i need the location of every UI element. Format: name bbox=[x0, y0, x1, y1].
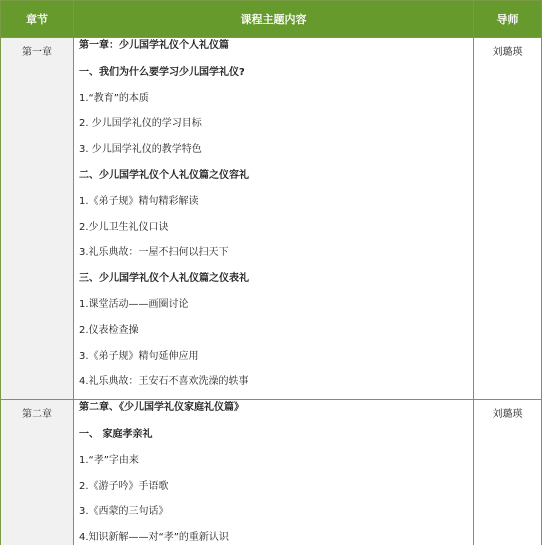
content-item: 1.课堂活动——画圈讨论 bbox=[79, 298, 189, 310]
content-item: 2.仪表检查操 bbox=[79, 324, 139, 336]
header-chapter: 章节 bbox=[1, 1, 74, 38]
content-heading: 二、少儿国学礼仪个人礼仪篇之仪容礼 bbox=[79, 169, 249, 181]
content-item: 3.《弟子规》精句延伸应用 bbox=[79, 350, 199, 362]
content-heading: 一、 家庭孝亲礼 bbox=[79, 428, 153, 440]
content-item: 2.《游子吟》手语歌 bbox=[79, 480, 169, 492]
teacher-cell: 刘璐瑛 bbox=[474, 38, 542, 400]
table-header-row bbox=[1, 1, 542, 38]
content-item: 1.“孝”字由来 bbox=[79, 454, 139, 466]
content-heading: 第一章：少儿国学礼仪个人礼仪篇 bbox=[79, 40, 229, 51]
header-content: 课程主题内容 bbox=[74, 1, 474, 38]
header-teacher: 导师 bbox=[474, 1, 542, 38]
content-item: 1.《弟子规》精句精彩解读 bbox=[79, 195, 199, 207]
table-row bbox=[1, 400, 542, 545]
content-item: 4.礼乐典故：王安石不喜欢洗澡的轶事 bbox=[79, 376, 249, 388]
content-cell bbox=[74, 400, 474, 545]
teacher-cell: 刘璐瑛 bbox=[474, 400, 542, 545]
chapter-cell: 第二章 bbox=[1, 400, 74, 545]
content-item: 4.知识新解——对“孝”的重新认识 bbox=[79, 532, 229, 544]
content-item: 2.少儿卫生礼仪口诀 bbox=[79, 221, 169, 233]
content-item: 3. 少儿国学礼仪的教学特色 bbox=[79, 144, 202, 156]
content-heading: 第二章、《少儿国学礼仪家庭礼仪篇》 bbox=[79, 402, 244, 414]
table-row bbox=[1, 38, 542, 400]
content-item: 3.礼乐典故：一屋不扫何以扫天下 bbox=[79, 247, 229, 259]
content-item: 1.“教育”的本质 bbox=[79, 92, 149, 104]
content-heading: 三、少儿国学礼仪个人礼仪篇之仪表礼 bbox=[79, 273, 249, 285]
chapter-cell: 第一章 bbox=[1, 38, 74, 400]
content-cell bbox=[74, 38, 474, 400]
content-item: 2. 少儿国学礼仪的学习目标 bbox=[79, 118, 202, 130]
table-body bbox=[1, 38, 542, 545]
content-item: 3.《西蒙的三句话》 bbox=[79, 506, 169, 518]
content-heading: 一、我们为什么要学习少儿国学礼仪? bbox=[79, 66, 245, 78]
